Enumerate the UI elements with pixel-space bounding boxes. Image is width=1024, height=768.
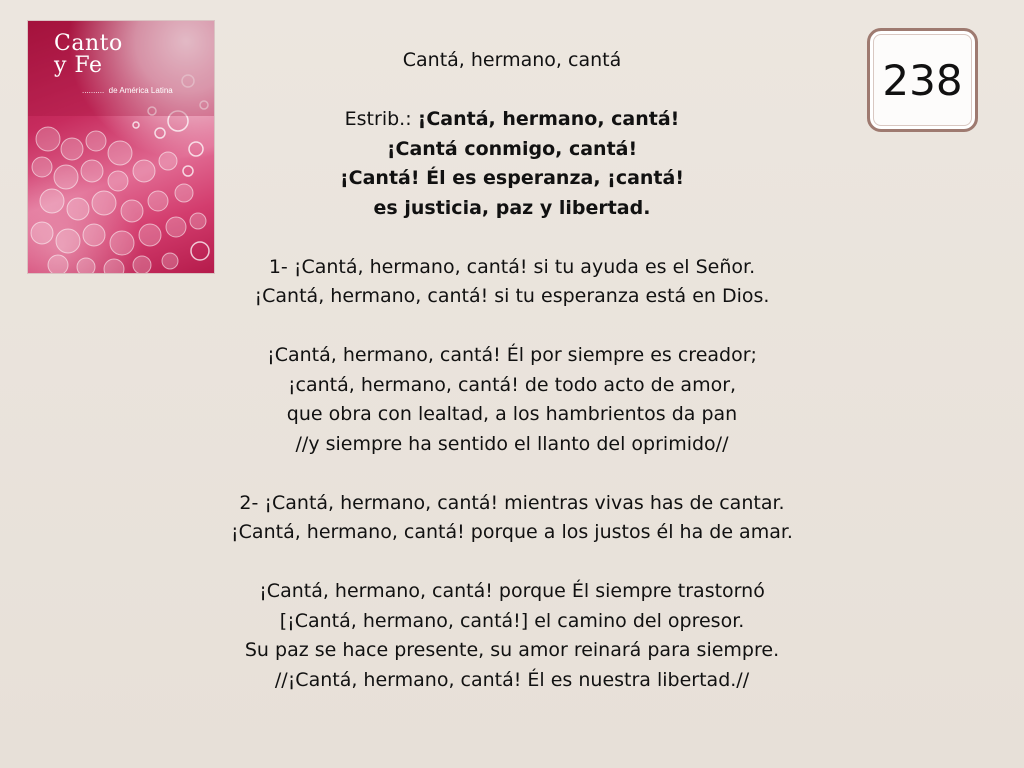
spacer (160, 76, 864, 106)
chorus-line-2: ¡Cantá conmigo, cantá! (386, 137, 638, 160)
verse2a-line-2: ¡Cantá, hermano, cantá! porque a los justos él ha de amar. (231, 521, 793, 543)
song-title: Cantá, hermano, cantá (402, 49, 622, 71)
spacer (160, 459, 864, 489)
page-number: 238 (882, 55, 963, 105)
verse2b-line-1: ¡Cantá, hermano, cantá! porque Él siempre trastornó (259, 580, 765, 602)
verse1b-line-2: ¡cantá, hermano, cantá! de todo acto de amor, (287, 373, 737, 396)
song-lyrics (160, 46, 864, 695)
verse1a-line-2: ¡Cantá, hermano, cantá! si tu esperanza está en Dios. (254, 285, 770, 307)
verse1b-line-3: que obra con lealtad, a los hambrientos da pan (286, 403, 738, 425)
spacer (160, 548, 864, 578)
cover-subtitle-text: de América Latina (108, 86, 173, 95)
cover-title (54, 33, 123, 77)
spacer (160, 312, 864, 342)
chorus-line-4: es justicia, paz y libertad. (373, 196, 651, 219)
chorus-line-3: ¡Cantá! Él es esperanza, ¡cantá! (339, 167, 684, 189)
page-number-badge (867, 28, 978, 132)
verse2b-line-3: Su paz se hace presente, su amor reinará para siempre. (244, 639, 780, 661)
verse2b-line-2: [¡Cantá, hermano, cantá!] el camino del opresor. (279, 609, 745, 632)
chorus-line-1: ¡Cantá, hermano, cantá! (417, 108, 680, 130)
verse2a-line-1: 2- ¡Cantá, hermano, cantá! mientras vivas has de cantar. (239, 491, 785, 514)
cover-title-line2: y Fe (54, 53, 103, 78)
verse2b-line-4: //¡Cantá, hermano, cantá! Él es nuestra libertad.// (274, 668, 750, 691)
verse1b-line-4: //y siempre ha sentido el llanto del oprimido// (295, 432, 729, 455)
verse1a-line-1: 1- ¡Cantá, hermano, cantá! si tu ayuda es el Señor. (268, 255, 756, 278)
cover-dots: .......... (82, 86, 109, 95)
spacer (160, 223, 864, 253)
cover-title-line1: Canto (54, 31, 123, 56)
verse1b-line-1: ¡Cantá, hermano, cantá! Él por siempre es creador; (267, 344, 757, 366)
chorus-label: Estrib.: (344, 108, 412, 130)
chorus-line (160, 105, 864, 135)
